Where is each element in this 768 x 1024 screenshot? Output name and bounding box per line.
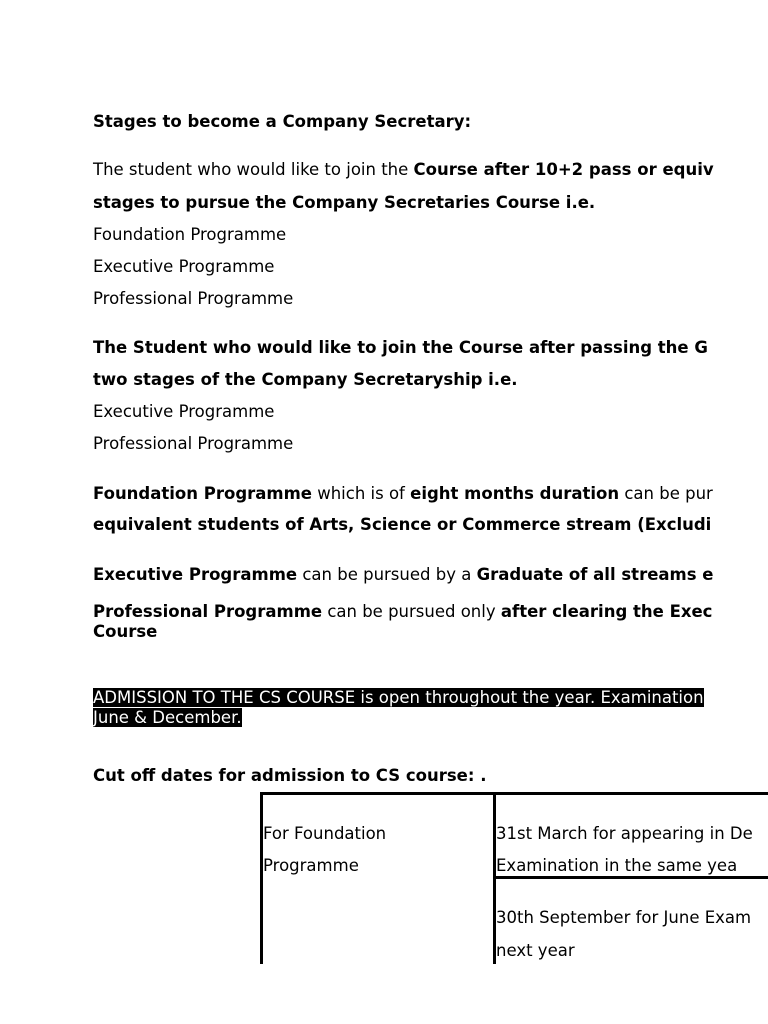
paragraph-1-line-2: stages to pursue the Company Secretaries Course i.e. — [93, 193, 596, 212]
paragraph-2-line-2: two stages of the Company Secretaryship i.e. — [93, 370, 518, 389]
paragraph-3-line-1: Foundation Programme which is of eight months duration can be pur — [93, 484, 713, 503]
admission-notice-line-2: June & December. — [93, 708, 242, 727]
table-cell-date-2-line-2: next year — [496, 941, 575, 960]
paragraph-4: Executive Programme can be pursued by a Graduate of all streams e — [93, 565, 714, 584]
table-cell-course-line-2: Programme — [263, 856, 359, 875]
list-item-professional-2: Professional Programme — [93, 434, 294, 453]
list-item-executive: Executive Programme — [93, 257, 275, 276]
table-row-divider — [496, 876, 768, 879]
paragraph-2-line-1: The Student who would like to join the Course after passing the G — [93, 338, 708, 357]
cutoff-table — [260, 792, 768, 964]
table-cell-date-2-line-1: 30th September for June Exam — [496, 908, 752, 927]
paragraph-5-line-2: Course — [93, 622, 158, 641]
section-heading: Stages to become a Company Secretary: — [93, 112, 472, 131]
list-item-foundation: Foundation Programme — [93, 225, 287, 244]
paragraph-1-line-1: The student who would like to join the Course after 10+2 pass or equiv — [93, 160, 714, 179]
list-item-professional: Professional Programme — [93, 289, 294, 308]
paragraph-3-line-2: equivalent students of Arts, Science or Commerce stream (Excludi — [93, 515, 712, 534]
table-left-border — [260, 792, 263, 964]
table-cell-date-1-line-1: 31st March for appearing in De — [496, 824, 753, 843]
table-top-border — [260, 792, 768, 795]
paragraph-5-line-1: Professional Programme can be pursued only after clearing the Exec — [93, 602, 713, 621]
cutoff-heading: Cut off dates for admission to CS course: . — [93, 766, 487, 785]
admission-notice-line-1: ADMISSION TO THE CS COURSE is open throughout the year. Examination — [93, 688, 704, 707]
list-item-executive-2: Executive Programme — [93, 402, 275, 421]
table-cell-course-line-1: For Foundation — [263, 824, 387, 843]
table-cell-date-1-line-2: Examination in the same yea — [496, 856, 738, 875]
